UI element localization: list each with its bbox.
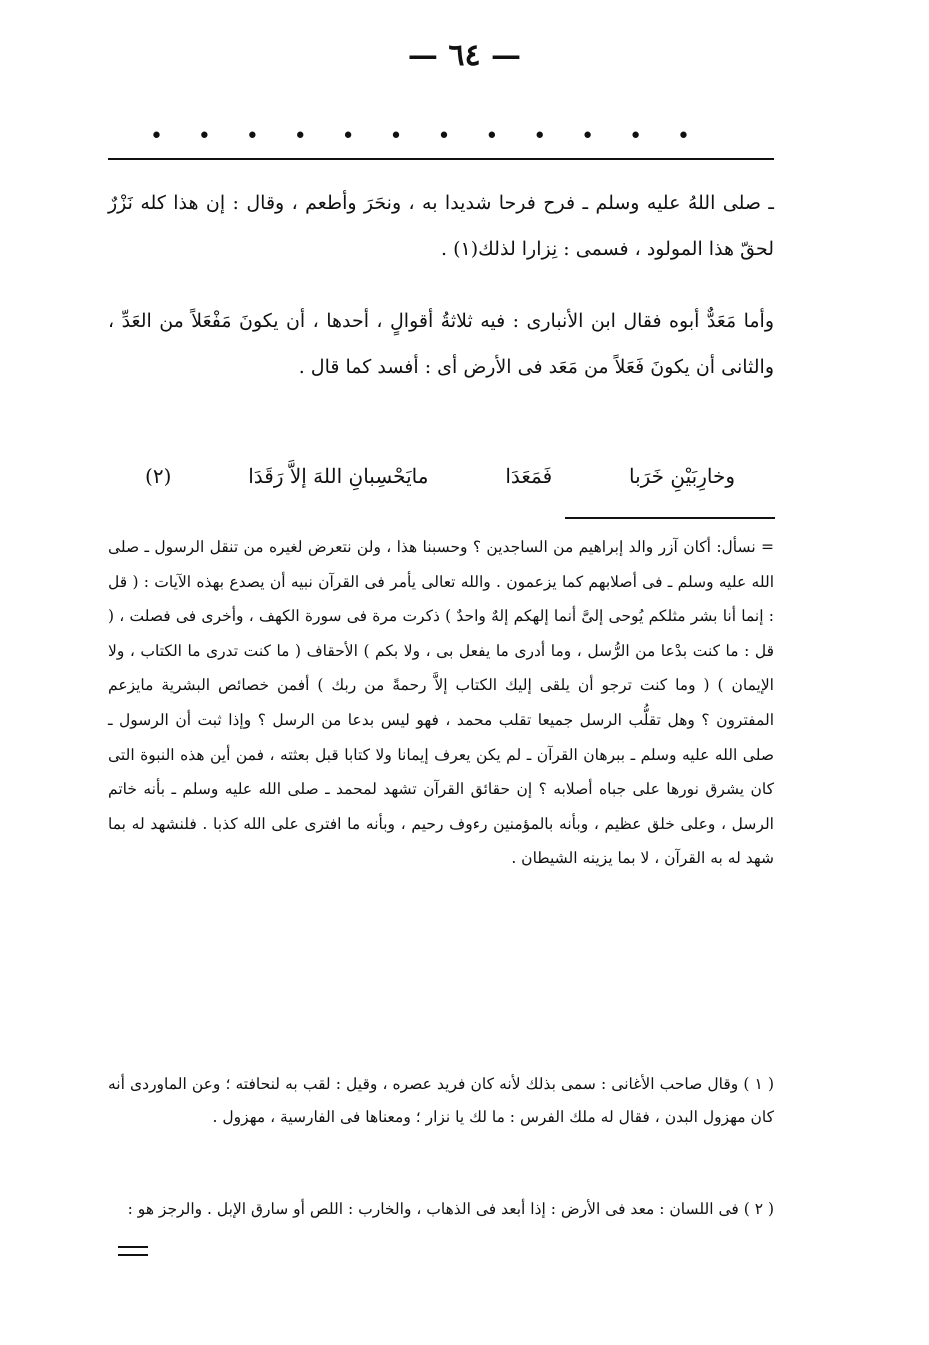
paragraph-text: ـ صلى اللهُ عليه وسلم ـ فرح فرحا شديدا به ، ونحَرَ وأطعم ، وقال : إن هذا كله نَزْرٌ لحقّ هذا المولود ، فسمى : نِزارا لذلك(١) .	[108, 192, 774, 260]
paragraph-text: وأما مَعَدٌّ أبوه فقال ابن الأنبارى : فيه ثلاثةُ أقوالٍ ، أحدها ، أن يكونَ مَفْعَلاً من العَدِّ ، والثانى أن يكونَ فَعَلاً من مَعَد فى الأرض أى : أفسد كما قال .	[108, 310, 774, 378]
verse-hemistich: وخارِبَيْنِ خَرَبا	[628, 464, 735, 488]
note-text: = نسأل: أكان آزر والد إبراهيم من الساجدين ؟ وحسبنا هذا ، ولن نتعرض لغيره من تنقل الرسول ـ صلى الله عليه وسلم ـ فى أصلابهم كما يزعمون . والله تعالى يأمر فى القرآن نبيه أن يصدع بهذه الآيات : ( قل : إنما أنا بشر مثلكم يُوحى إلىَّ أنما إلهكم إلهٌ واحدٌ ) ذكرت مرة فى سورة الكهف ، وأخرى فى فصلت ، ( قل : ما كنت بدْعا من الرُّسل ، وما أدرى ما يفعل بى ، ولا بكم ) الأحقاف ( ما كنت تدرى ما الكتاب ، ولا الإيمان ) ( وما كنت ترجو أن يلقى إليك الكتاب إلاَّ رحمةً من ربك ) أفمن خصائص البشرية مايزعم المفترون ؟ وهل تقلُّب الرسل جميعا تقلب محمد ، فهو ليس بدعا من الرسل ؟ وإذا ثبت أن الرسول ـ صلى الله عليه وسلم ـ ببرهان القرآن ـ لم يكن يعرف إيمانا ولا كتابا قبل بعثته ، فمن أين هذه النبوة التى كان يشرق نورها على جباه أصلابه ؟ إن حقائق القرآن تشهد لمحمد ـ صلى الله عليه وسلم ـ بأنه خاتم الرسل ، وعلى خلق عظيم ، وبأنه بالمؤمنين رءوف رحيم ، وبأنه ما افترى على الله كذبا . فلنشهد له بما شهد له به القرآن ، لا بما يزينه الشيطان .	[108, 538, 774, 868]
ornamental-dots	[150, 126, 690, 148]
dot: •	[437, 124, 451, 149]
footnote-divider	[565, 517, 775, 519]
dot: •	[150, 124, 163, 149]
dot: •	[676, 124, 690, 149]
footnote-1	[108, 1068, 774, 1134]
dot: •	[533, 124, 547, 149]
continued-note	[108, 530, 774, 876]
dot: •	[197, 124, 211, 149]
dot: •	[485, 124, 499, 149]
verse-hemistich: فَمَعَدَا	[505, 464, 553, 488]
dot: •	[245, 124, 259, 149]
footnote-marker: (٢)	[145, 464, 172, 488]
verse-hemistich: مايَحْسِبانِ اللهَ إلاَّ رَقَدَا	[248, 464, 429, 488]
dot: •	[293, 124, 307, 149]
body-paragraph-2	[108, 298, 774, 390]
page-number: — ٦٤ —	[407, 38, 522, 73]
poetry-verse	[145, 456, 735, 496]
footnote-2	[108, 1193, 774, 1226]
footnote-text: ( ١ ) وقال صاحب الأغانى : سمى بذلك لأنه كان فريد عصره ، وقيل : لقب به لنحافته ؛ وعن الماوردى أنه كان مهزول البدن ، فقال له ملك الفرس : ما لك يا نزار ؛ ومعناها فى الفارسية ، مهزول .	[108, 1075, 774, 1126]
dot: •	[629, 124, 643, 149]
body-paragraph-1	[108, 180, 774, 272]
continuation-mark	[118, 1246, 148, 1256]
dot: •	[581, 124, 595, 149]
footnote-text: ( ٢ ) فى اللسان : معد فى الأرض : إذا أبعد فى الذهاب ، والخارب : اللص أو سارق الإبل . والرجز هو :	[127, 1200, 774, 1218]
dot: •	[341, 124, 355, 149]
top-divider	[108, 158, 774, 160]
dot: •	[389, 124, 403, 149]
